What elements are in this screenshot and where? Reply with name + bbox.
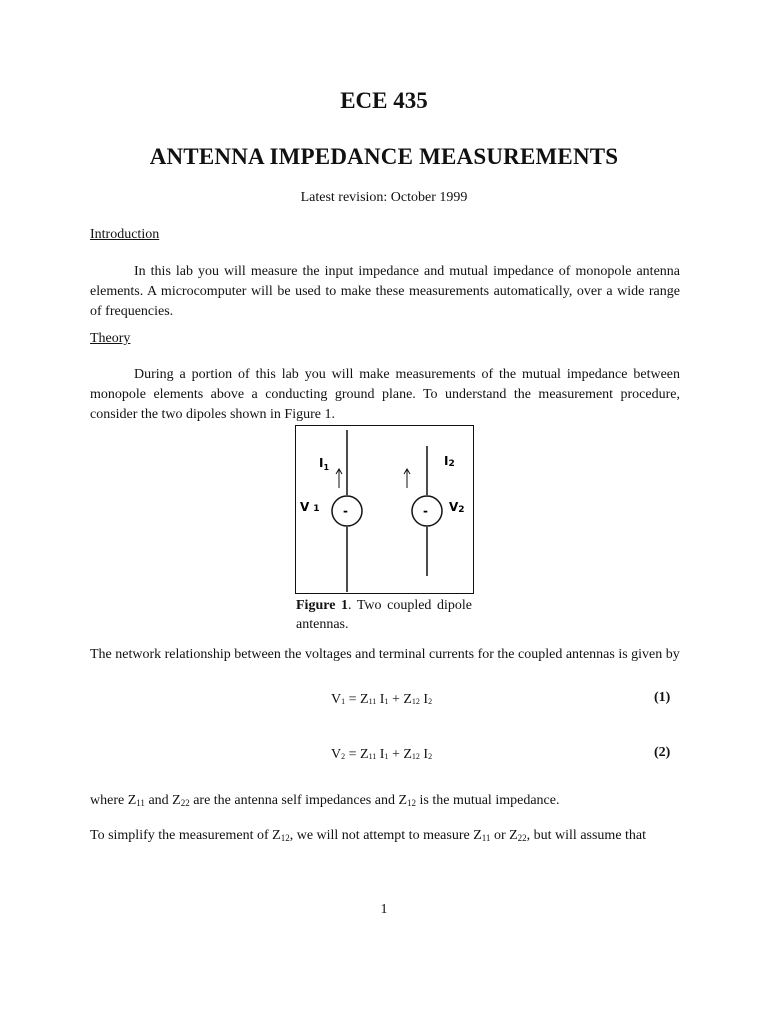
introduction-paragraph: In this lab you will measure the input impedance and mutual impedance of monopole antenna elements. A microcomputer will be used to make these measurements automatically, over a wide range of frequencies. xyxy=(90,264,680,319)
network-intro-paragraph: The network relationship between the voltages and terminal currents for the coupled antennas is given by xyxy=(90,647,680,662)
course-title: ECE 435 xyxy=(340,88,428,113)
document-title: ANTENNA IMPEDANCE MEASUREMENTS xyxy=(149,144,619,169)
revision-date: Latest revision: October 1999 xyxy=(300,190,468,205)
coupled-dipoles-svg xyxy=(296,426,473,593)
equation-2-number: (2) xyxy=(654,745,671,760)
source-2-sign: - xyxy=(423,504,428,518)
current-2-label: I2 xyxy=(444,454,455,469)
simplify-paragraph: To simplify the measurement of $Z_{12}$, we will not attempt to measure $Z_{11}$ or $Z_{22}$, but will assume that xyxy=(90,828,647,843)
theory-paragraph: During a portion of this lab you will make measurements of the mutual impedance between monopole elements above a conducting ground plane. To understand the measurement procedure, consider the two dipoles shown in Figure 1. xyxy=(90,367,680,422)
current-1-arrow-icon xyxy=(336,469,342,488)
voltage-1-label: V 1 xyxy=(300,500,320,514)
page-number: 1 xyxy=(380,902,388,917)
self-impedance-paragraph: where $Z_{11}$ and $Z_{22}$ are the antenna self impedances and $Z_{12}$ is the mutual impedance. xyxy=(90,793,560,808)
voltage-2-label: V2 xyxy=(449,500,465,515)
introduction-heading: Introduction xyxy=(90,227,160,242)
figure-1-caption: Figure 1. Two coupled dipole antennas. xyxy=(296,598,472,632)
equation-2: $V_2 = Z_{11}$ $I_1 + Z_{12}$ $I_2$ xyxy=(331,747,433,762)
current-1-label: $I_1$ xyxy=(319,456,330,472)
current-2-arrow-icon xyxy=(404,469,410,488)
figure-1-diagram xyxy=(295,425,474,594)
source-1-sign: - xyxy=(343,504,348,518)
equation-1-number: (1) xyxy=(654,690,671,705)
theory-heading: Theory xyxy=(90,331,131,346)
equation-1: $V_1 = Z_{11}$ $I_1 + Z_{12}$ $I_2$ xyxy=(331,692,433,707)
